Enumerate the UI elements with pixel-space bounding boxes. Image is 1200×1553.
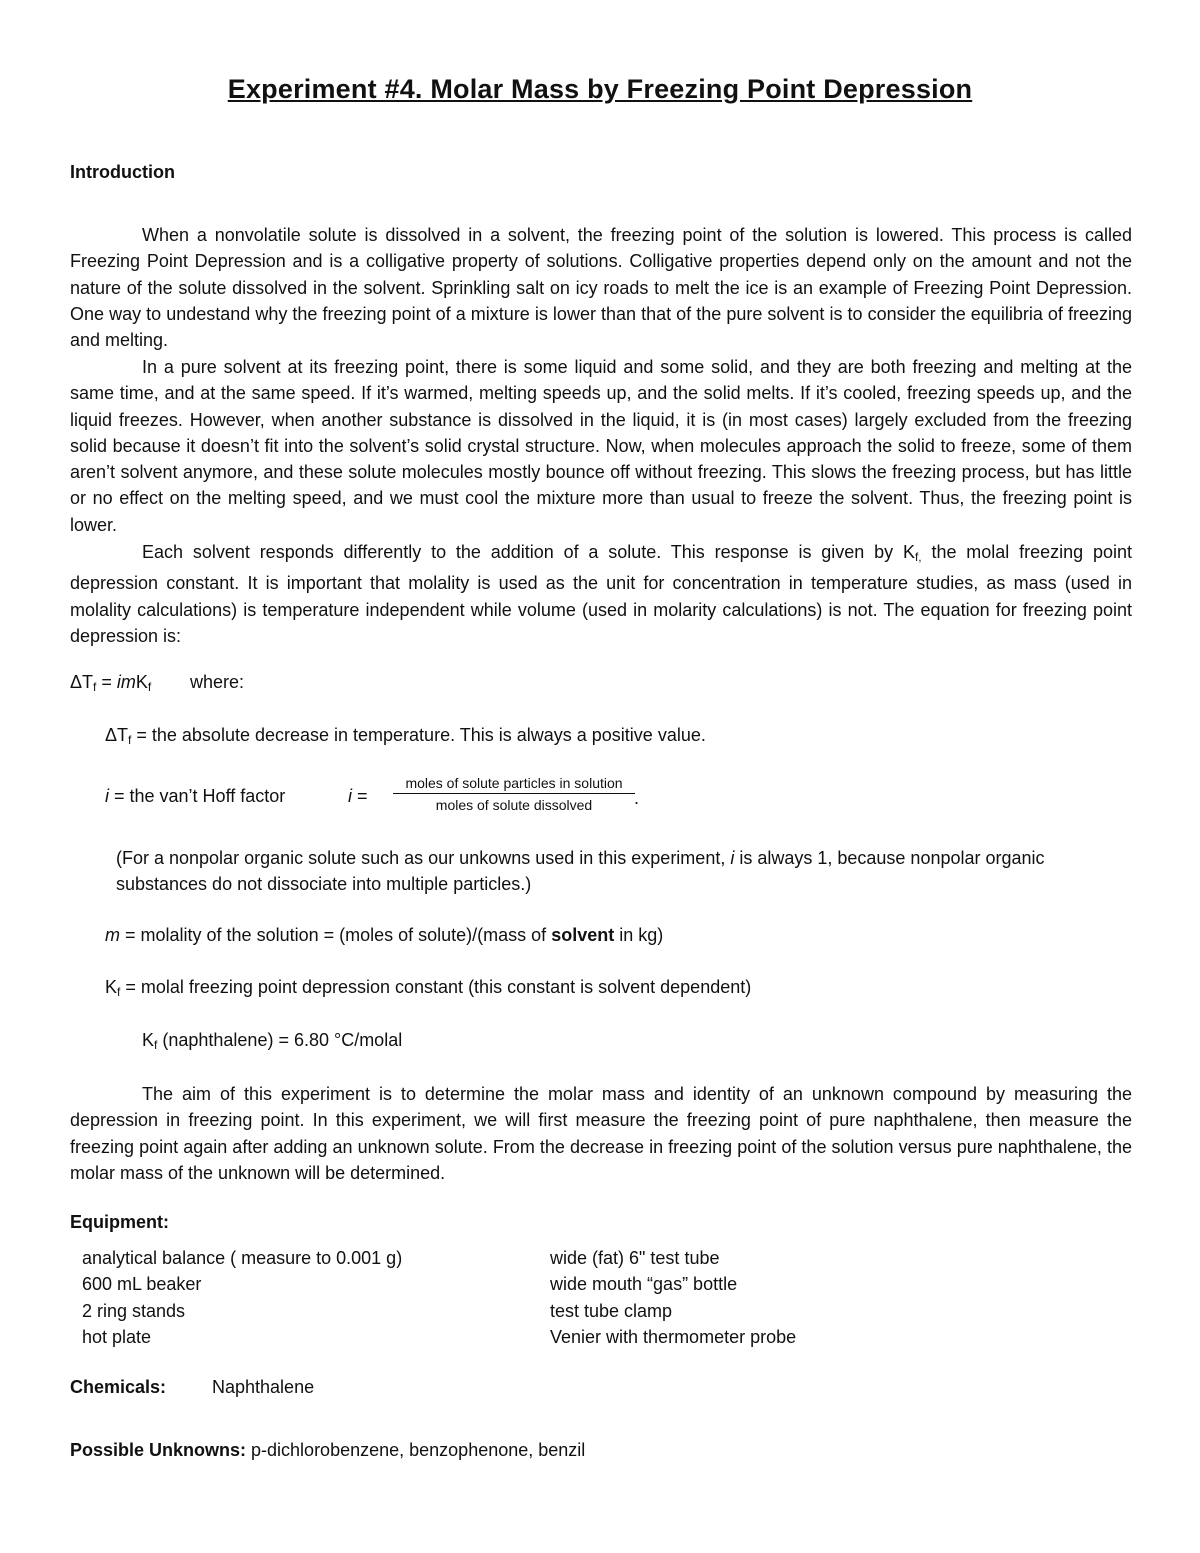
vant-hoff-fraction [393,775,635,813]
equation-where: where: [190,672,245,692]
aim-paragraph: The aim of this experiment is to determine the molar mass and identity of an unknown compound by measuring the depression in freezing point. In this experiment, we will first measure the freezing point of pure naphthalene, then measure the freezing point again after adding an unknown solute. From the decrease in freezing point of the solution versus pure naphthalene, the molar mass of the unknown will be determined. [70,1084,1132,1183]
molality-text-a: = molality of the solution = (moles of solute)/(mass of [120,925,552,945]
vant-hoff-note [116,845,1106,898]
kfn-symbol: K [142,1030,155,1050]
kfn-sub: f [154,1038,158,1052]
definition-vant-hoff [105,786,285,807]
molality-symbol: m [105,925,120,945]
equipment-item: 2 ring stands [82,1300,186,1321]
kf-text: = molal freezing point depression constant (this constant is solvent dependent) [120,977,752,997]
m-symbol: m [120,672,136,692]
equipment-item: 600 mL beaker [82,1274,202,1295]
molality-bold: solvent [551,925,615,945]
note-text-a: (For a nonpolar organic solute such as our unkowns used in this experiment, [116,848,731,868]
kfn-text: (naphthalene) = 6.80 °C/molal [157,1030,403,1050]
vant-hoff-symbol-2: i [348,786,352,806]
document-title: Experiment #4. Molar Mass by Freezing Point Depression [227,74,973,104]
fraction-period: . [634,788,640,808]
equipment-left-list [82,1245,402,1351]
note-text-b: is always 1, because nonpolar organic substances do not dissociate into multiple particles.) [116,848,1045,895]
unknowns-line [70,1440,585,1461]
p3-text-a: Each solvent responds differently to the addition of a solute. This response is given by K [142,542,915,562]
equals-sign: = [96,672,117,692]
intro-paragraph-2: In a pure solvent at its freezing point, there is some liquid and some solid, and they are both freezing and melting at the same time, and at the same speed. If it’s warmed, melting speeds up, and the solid melts. If it’s cooled, freezing speeds up, and the liquid freezes. However, when another substance is dissolved in the liquid, it is (in most cases) largely excluded from the freezing solid because it doesn’t fit into the solvent’s solid crystal structure. Now, when molecules approach the solid to freeze, some of them aren’t solvent anymore, and these solute molecules mostly bounce off without freezing. This slows the freezing process, but has little or no effect on the melting speed, and we must cool the mixture more than usual to freeze the solvent. Thus, the freezing point is lower. [70,357,1132,535]
unknowns-value: p-dichlorobenzene, benzophenone, benzil [246,1440,586,1460]
intro-paragraph-1: When a nonvolatile solute is dissolved in a solvent, the freezing point of the solution is lowered. This process is called Freezing Point Depression and is a colligative property of solutions. Colligative properties depend only on the amount and not the nature of the solute dissolved in the solvent. Sprinkling salt on icy roads to melt the ice is an example of Freezing Point Depression. One way to undestand why the freezing point of a mixture is lower than that of the pure solvent is to consider the equilibria of freezing and melting. [70,225,1132,351]
equipment-item: test tube clamp [550,1300,673,1321]
fraction-numerator: moles of solute particles in solution [393,775,635,794]
dt-symbol: ΔT [105,725,129,745]
equipment-right-list [550,1245,796,1351]
freezing-point-equation [70,672,151,694]
unknowns-label: Possible Unknowns: [70,1440,247,1460]
chemicals-label: Chemicals: [70,1377,167,1397]
vant-hoff-text: = the van’t Hoff factor [109,786,286,806]
vant-hoff-symbol: i [105,786,109,806]
dt-text: = the absolute decrease in temperature. This is always a positive value. [131,725,706,745]
vant-hoff-equals: = [352,786,368,806]
delta-t-sub: f [93,680,97,694]
k-sub: f [147,680,152,694]
p3-text-b: the molal freezing point depression constant. It is important that molality is used as the unit for concentration in temperature studies, as mass (used in molality calculations) is temperature independent while volume (used in molarity calculations) is not. The equation for freezing point depression is: [70,542,1132,646]
equipment-item: hot plate [82,1327,152,1348]
k-symbol: K [135,672,148,692]
intro-paragraph-3 [70,539,1132,649]
kf-sub: f [117,985,121,999]
vant-hoff-equation-lhs [348,786,368,807]
kf-symbol: K [105,977,118,997]
equipment-item: analytical balance ( measure to 0.001 g) [82,1248,403,1268]
equipment-item: wide mouth “gas” bottle [550,1274,738,1295]
dt-sub: f [128,733,132,747]
molality-text-b: in kg) [614,925,664,945]
definition-kf [105,977,751,999]
equipment-item: Venier with thermometer probe [550,1327,797,1348]
fraction-denominator: moles of solute dissolved [435,797,593,813]
definition-molality [105,925,663,946]
note-i: i [730,848,735,868]
delta-t-symbol: ΔT [70,672,94,692]
definition-delta-t [105,725,706,747]
equipment-heading: Equipment: [70,1212,169,1232]
chemicals-value: Naphthalene [212,1377,315,1397]
equipment-item: wide (fat) 6" test tube [550,1248,720,1268]
i-symbol: i [116,672,121,692]
p3-sub: f, [914,550,922,564]
kf-naphthalene [142,1030,402,1052]
introduction-heading: Introduction [70,162,175,182]
